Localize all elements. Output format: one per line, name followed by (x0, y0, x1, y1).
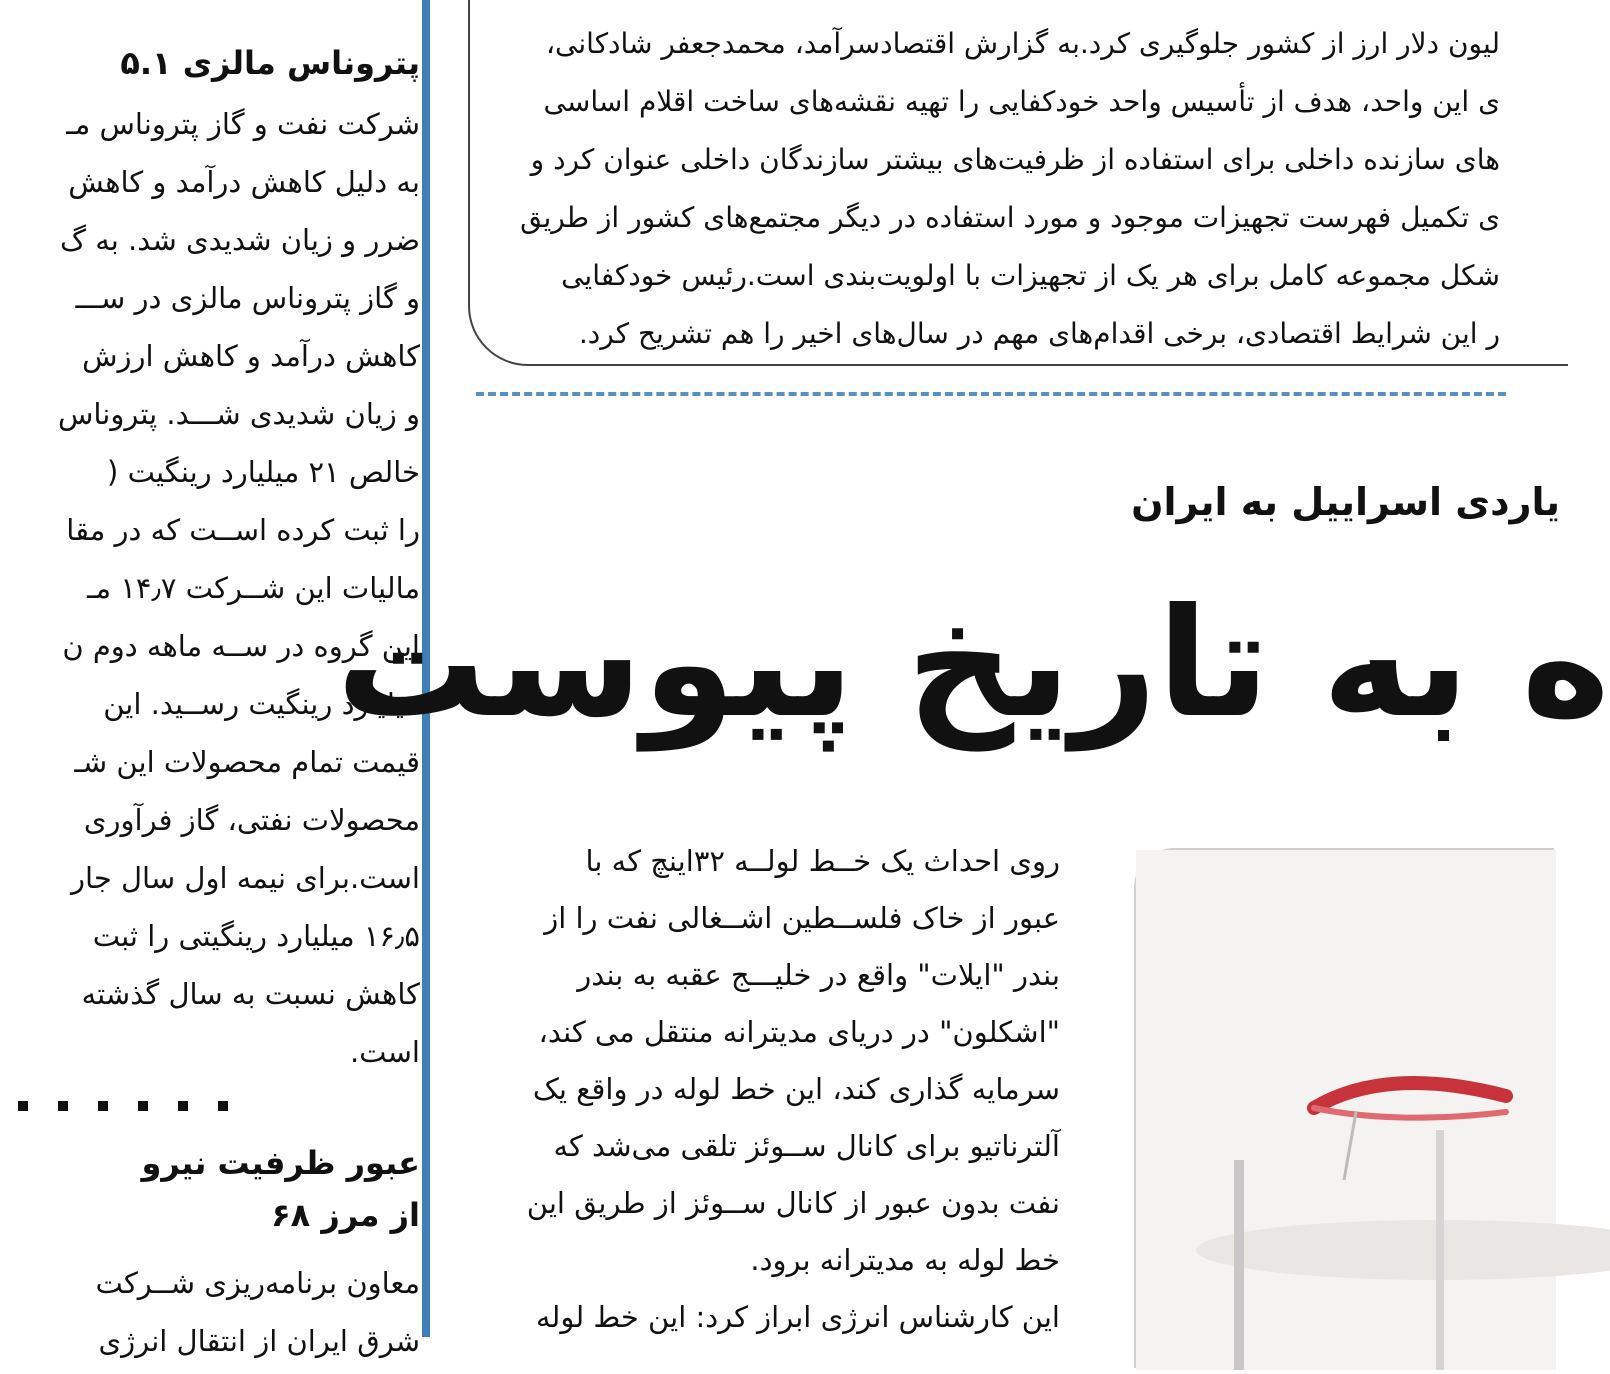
dot (18, 1101, 28, 1111)
text-line: قیمت تمام محصولات این شـ (74, 745, 420, 779)
text-line: ۱۶٫۵ میلیارد رینگیتی را ثبت (92, 919, 420, 953)
pipe-post-left (1234, 1160, 1244, 1370)
text-line: معاون برنامه‌ریزی شــرکت (95, 1266, 420, 1300)
text-line: شکل مجموعه کامل برای هر یک از تجهیزات با اولویت‌بندی است.رئیس خودکفایی (561, 259, 1500, 292)
dashed-divider (476, 392, 1506, 396)
text-line: و گاز پتروناس مالزی در ســـ (75, 281, 420, 315)
text-line: کاهش نسبت به سال گذشته (81, 977, 420, 1011)
separator-dots (18, 1096, 288, 1116)
text-line: ی این واحد، هدف از تأسیس واحد خودکفایی را تهیه نقشه‌های ساخت اقلام اساسی (543, 85, 1500, 118)
text-line: خالص ۲۱ میلیارد رینگیت ( (107, 455, 420, 489)
text-line: عبور از خاک فلســطین اشــغالی نفت را از (544, 901, 1060, 935)
text-line: محصولات نفتی، گاز فرآوری (83, 803, 420, 837)
text-line: نفت بدون عبور از کانال ســوئز از طریق این (526, 1186, 1060, 1220)
text-line: شرکت نفت و گاز پتروناس مـ (66, 107, 420, 141)
article-photo (1134, 848, 1554, 1368)
text-line: روی احداث یک خــط لولــه ۳۲اینچ که با (585, 844, 1060, 878)
text-line: ی تکمیل فهرست تجهیزات موجود و مورد استفاده در دیگر مجتمع‌های کشور از طریق (520, 201, 1500, 234)
boxed-article (500, 0, 1500, 360)
dot (178, 1101, 188, 1111)
text-line: های سازنده داخلی برای استفاده از ظرفیت‌های بیشتر سازندگان داخلی عنوان کرد و (530, 143, 1500, 176)
text-line: سرمایه گذاری کند، این خط لوله در واقع یک (532, 1072, 1060, 1106)
left-article-headline: پتروناس مالزی ۵.۱ (120, 44, 420, 82)
dot (98, 1101, 108, 1111)
article-kicker: یاردی اسراییل به ایران (1131, 480, 1560, 524)
headline-line: از مرز ۶۸ (271, 1196, 420, 1234)
text-line: بندر "ایلات" واقع در خلیـــج عقبه به بندر (577, 958, 1060, 992)
headline-line: عبور ظرفیت نیرو (141, 1144, 420, 1182)
boxed-article-body (100, 18, 1500, 366)
dot (58, 1101, 68, 1111)
main-article-heading (336, 440, 1610, 800)
dot (218, 1101, 228, 1111)
text-line: ر این شرایط اقتصادی، برخی اقدام‌های مهم در سال‌های اخیر را هم تشریح کرد. (578, 317, 1500, 350)
text-line: است. (349, 1035, 420, 1069)
article-headline: ه به تاریخ پیوست (336, 577, 1610, 751)
text-line: آلترناتیو برای کانال ســوئز تلقی می‌شد که (553, 1129, 1060, 1163)
photo-background (1136, 850, 1556, 1370)
pipe-post-right (1436, 1130, 1444, 1370)
text-line: خط لوله به مدیترانه برود. (750, 1243, 1060, 1277)
text-line: به دلیل کاهش درآمد و کاهش (68, 165, 420, 199)
text-line: است.برای نیمه اول سال جار (71, 861, 420, 895)
dot (138, 1101, 148, 1111)
second-article-headline (0, 1138, 420, 1242)
text-line: کاهش درآمد و کاهش ارزش (82, 339, 420, 373)
text-line: این کارشناس انرژی ابراز کرد: این خط لوله (535, 1300, 1060, 1334)
text-line: را ثبت کرده اســت که در مقا (66, 513, 420, 547)
text-line: مالیات این شــرکت ۱۴٫۷ مـ (87, 571, 420, 605)
pipeline-illustration (1136, 850, 1556, 1370)
text-line: این گروه در ســه ماهه دوم ن (62, 629, 420, 663)
second-article-body (0, 1258, 420, 1374)
text-line: "اشکلون" در دریای مدیترانه منتقل می کند، (538, 1015, 1060, 1049)
text-line: ضرر و زیان شدیدی شد. به گ (60, 223, 420, 257)
text-line: میلیارد رینگیت رســید. این (103, 687, 420, 721)
text-line: شرق ایران از انتقال انرژی (98, 1324, 420, 1358)
text-line: و زیان شدیدی شـــد. پتروناس (58, 397, 420, 431)
article-body (482, 836, 1060, 1337)
text-line: لیون دلار ارز از کشور جلوگیری کرد.به گزارش اقتصادسرآمد، محمدجعفر شادکانی، (546, 27, 1500, 60)
